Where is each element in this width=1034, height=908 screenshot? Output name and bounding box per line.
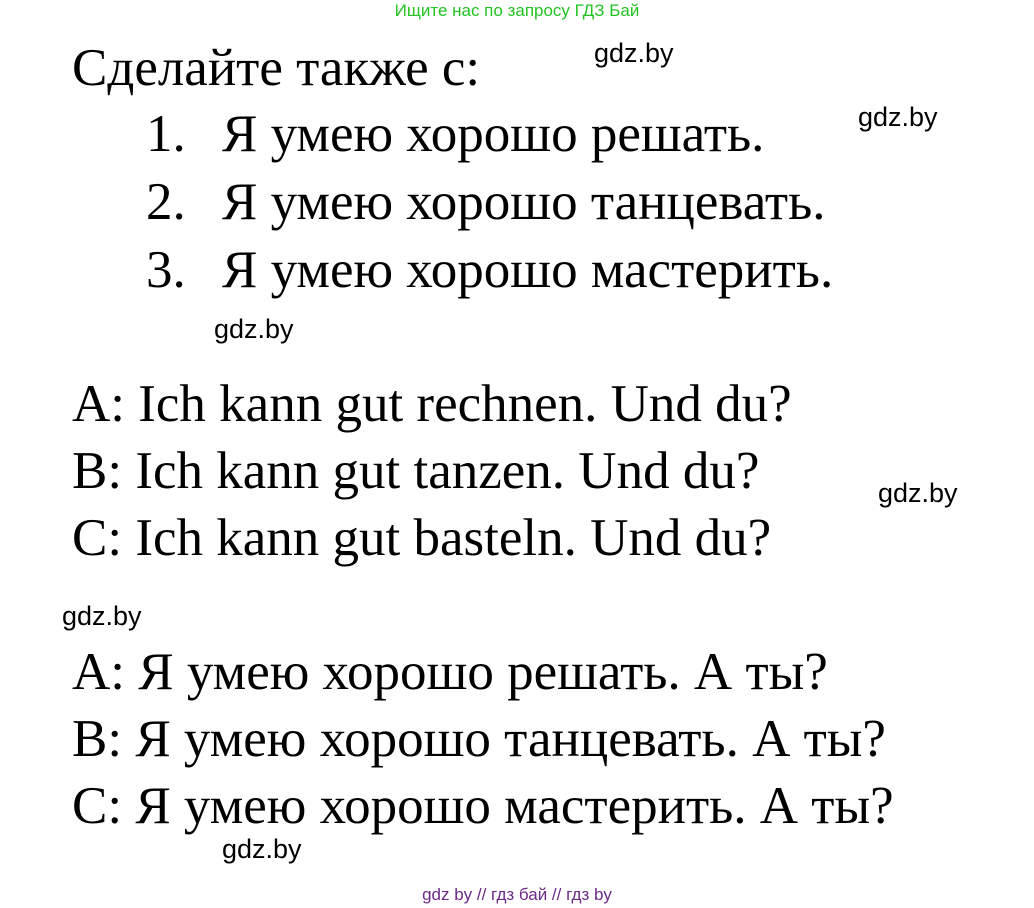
watermark: gdz.by — [594, 38, 674, 68]
watermark: gdz.by — [62, 601, 142, 631]
watermark: gdz.by — [214, 314, 294, 344]
item-text: Я умею хорошо решать. — [222, 105, 765, 163]
item-number: 2. — [146, 173, 186, 231]
russian-line-c: C: Я умею хорошо мастерить. А ты? — [72, 777, 894, 835]
german-line-a: A: Ich kann gut rechnen. Und du? — [72, 375, 792, 433]
watermark: gdz.by — [222, 834, 302, 864]
russian-line-a: A: Я умею хорошо решать. А ты? — [72, 643, 828, 701]
item-number: 3. — [146, 241, 186, 299]
item-text: Я умею хорошо мастерить. — [222, 241, 834, 299]
numbered-item-1 — [146, 104, 764, 164]
german-line-c: C: Ich kann gut basteln. Und du? — [72, 509, 772, 567]
watermark: gdz.by — [878, 478, 958, 508]
german-line-b: B: Ich kann gut tanzen. Und du? — [72, 442, 760, 500]
item-number: 1. — [146, 105, 186, 163]
watermark: gdz.by — [858, 102, 938, 132]
top-banner: Ищите нас по запросу ГДЗ Бай — [394, 1, 640, 20]
footer: gdz by // гдз бай // гдз by — [422, 885, 612, 904]
russian-line-b: B: Я умею хорошо танцевать. А ты? — [72, 710, 886, 768]
item-text: Я умею хорошо танцевать. — [222, 173, 826, 231]
numbered-item-2 — [146, 172, 826, 232]
heading: Сделайте также с: — [72, 39, 481, 97]
numbered-item-3 — [146, 240, 833, 300]
